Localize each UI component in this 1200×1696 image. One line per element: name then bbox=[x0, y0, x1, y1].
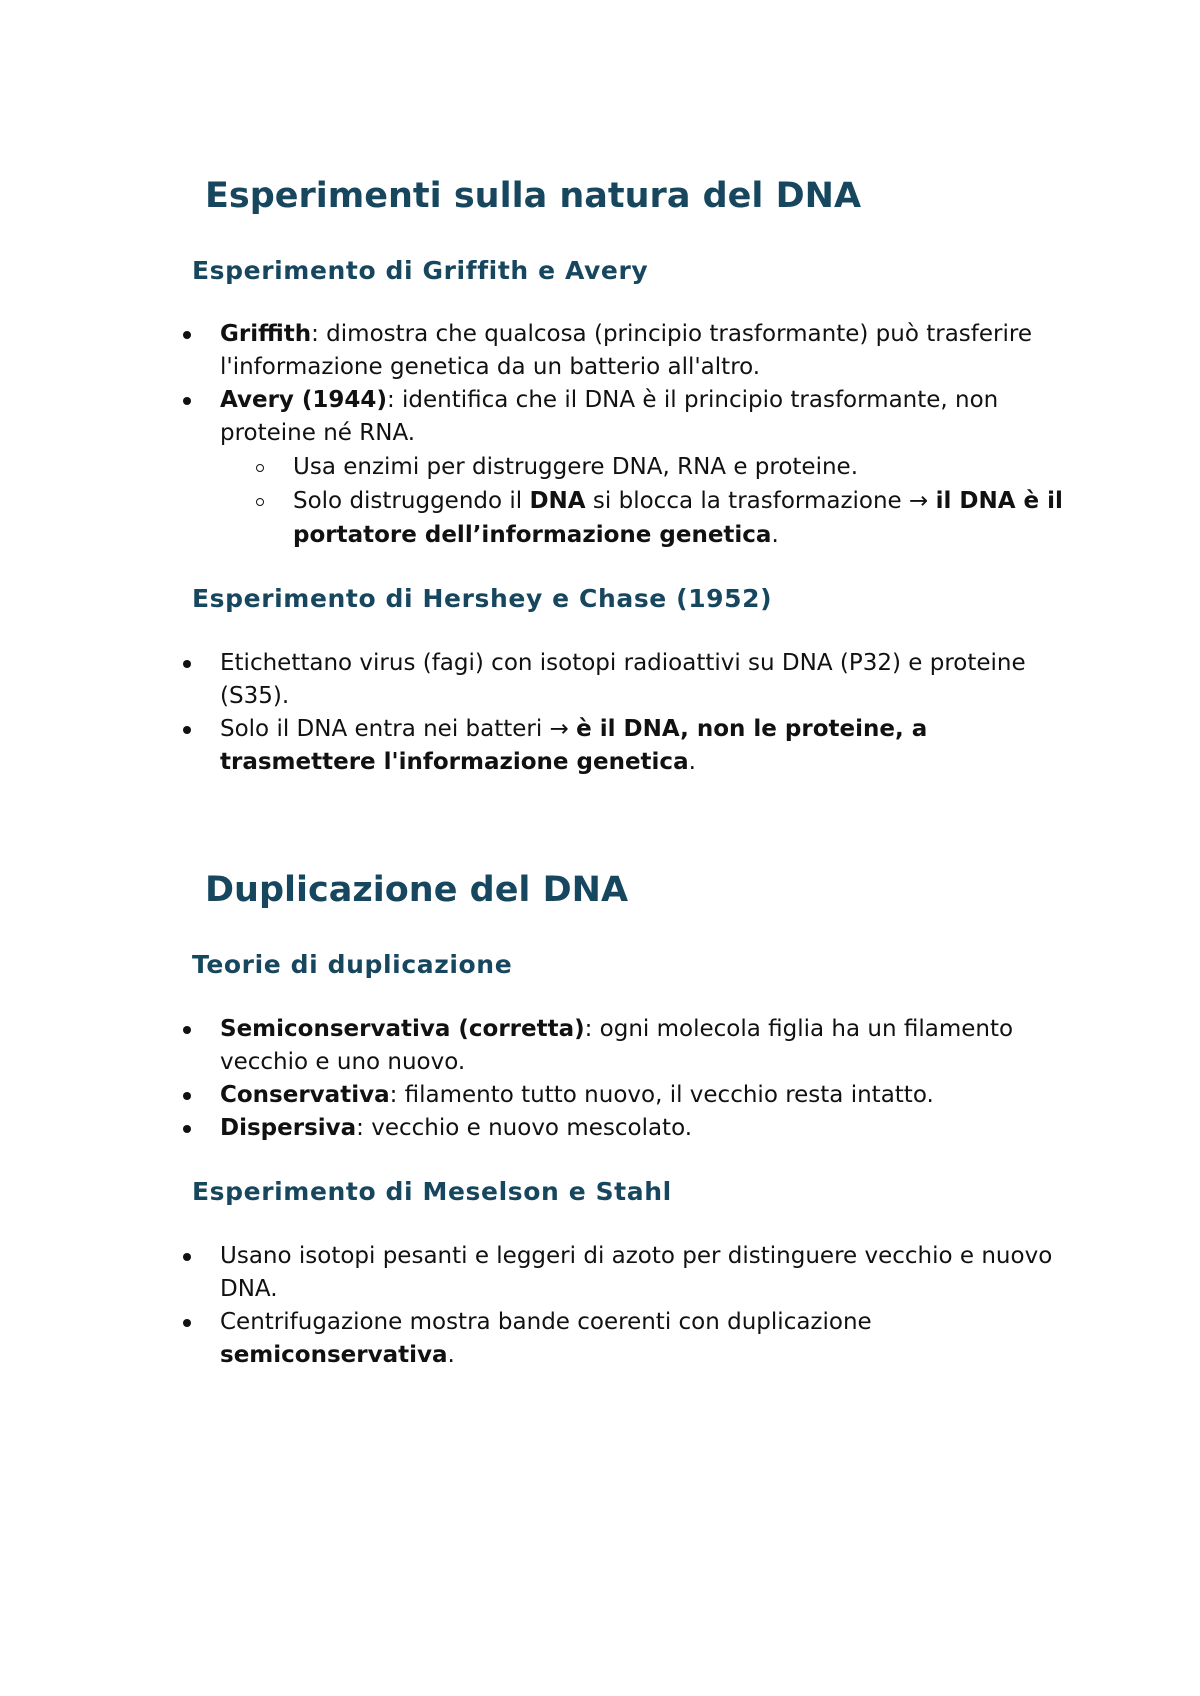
bullet-icon bbox=[183, 1253, 191, 1261]
item-text: si blocca la trasformazione → bbox=[585, 488, 936, 514]
list-item-avery bbox=[0, 384, 1200, 450]
conclusion-text: è il DNA, non le proteine, a trasmettere l'informazione genetica bbox=[220, 716, 928, 775]
term-conservative: Conservativa bbox=[220, 1082, 390, 1108]
term-avery: Avery (1944) bbox=[220, 387, 387, 413]
list-item-labeling bbox=[0, 647, 1200, 713]
bullet-icon bbox=[183, 660, 191, 668]
bullet-icon bbox=[183, 1092, 191, 1100]
item-text: : vecchio e nuovo mescolato. bbox=[356, 1115, 693, 1141]
hollow-bullet-icon bbox=[256, 498, 264, 506]
item-text: : filamento tutto nuovo, il vecchio resta intatto. bbox=[389, 1082, 934, 1108]
item-text: : dimostra che qualcosa (principio trasformante) può trasferire l'informazione genetica da un batterio all'altro. bbox=[220, 321, 1032, 380]
list-item-semiconservative bbox=[0, 1013, 1200, 1079]
heading-hershey-chase: Esperimento di Hershey e Chase (1952) bbox=[192, 584, 773, 613]
term-griffith: Griffith bbox=[220, 321, 312, 347]
term-semiconservativa: semiconservativa bbox=[220, 1342, 448, 1368]
list-item-conservative bbox=[0, 1079, 1200, 1112]
item-text: . bbox=[771, 522, 779, 548]
term-dispersive: Dispersiva bbox=[220, 1115, 357, 1141]
item-text: : ogni molecola figlia ha un filamento vecchio e uno nuovo. bbox=[220, 1016, 1014, 1075]
item-text: Etichettano virus (fagi) con isotopi radioattivi su DNA (P32) e proteine (S35). bbox=[220, 650, 1026, 709]
bullet-icon bbox=[183, 726, 191, 734]
griffith-avery-list bbox=[0, 318, 1200, 552]
item-text: Usano isotopi pesanti e leggeri di azoto per distinguere vecchio e nuovo DNA. bbox=[220, 1243, 1053, 1302]
item-text: Centrifugazione mostra bande coerenti con duplicazione bbox=[220, 1309, 872, 1335]
bullet-icon bbox=[183, 1125, 191, 1133]
item-text: . bbox=[447, 1342, 455, 1368]
term-semiconservative: Semiconservativa (corretta) bbox=[220, 1016, 585, 1042]
list-item-centrifugation bbox=[0, 1306, 1200, 1372]
bullet-icon bbox=[183, 1319, 191, 1327]
hollow-bullet-icon bbox=[256, 464, 264, 472]
item-text: Usa enzimi per distruggere DNA, RNA e proteine. bbox=[293, 454, 859, 480]
list-item-isotopes bbox=[0, 1240, 1200, 1306]
term-dna: DNA bbox=[529, 488, 586, 514]
list-item-dna-enters bbox=[0, 713, 1200, 779]
section-title-duplication: Duplicazione del DNA bbox=[205, 870, 629, 910]
conclusion-text: il DNA è il portatore dell’informazione genetica bbox=[293, 488, 1063, 548]
section-title-experiments: Esperimenti sulla natura del DNA bbox=[205, 176, 862, 216]
hershey-chase-list bbox=[0, 647, 1200, 779]
item-text: . bbox=[688, 749, 696, 775]
item-text: Solo il DNA entra nei batteri → bbox=[220, 716, 577, 742]
list-item-dispersive bbox=[0, 1112, 1200, 1145]
bullet-icon bbox=[183, 331, 191, 339]
list-item-griffith bbox=[0, 318, 1200, 384]
bullet-icon bbox=[183, 1026, 191, 1034]
item-text: Solo distruggendo il bbox=[293, 488, 530, 514]
item-text: : identifica che il DNA è il principio trasformante, non proteine né RNA. bbox=[220, 387, 999, 446]
heading-theories: Teorie di duplicazione bbox=[192, 950, 513, 979]
heading-griffith-avery: Esperimento di Griffith e Avery bbox=[192, 256, 649, 285]
sub-item-dna-carrier bbox=[0, 484, 1200, 552]
meselson-stahl-list bbox=[0, 1240, 1200, 1372]
sub-item-enzymes bbox=[0, 450, 1200, 484]
bullet-icon bbox=[183, 397, 191, 405]
heading-meselson-stahl: Esperimento di Meselson e Stahl bbox=[192, 1177, 672, 1206]
theories-list bbox=[0, 1013, 1200, 1145]
